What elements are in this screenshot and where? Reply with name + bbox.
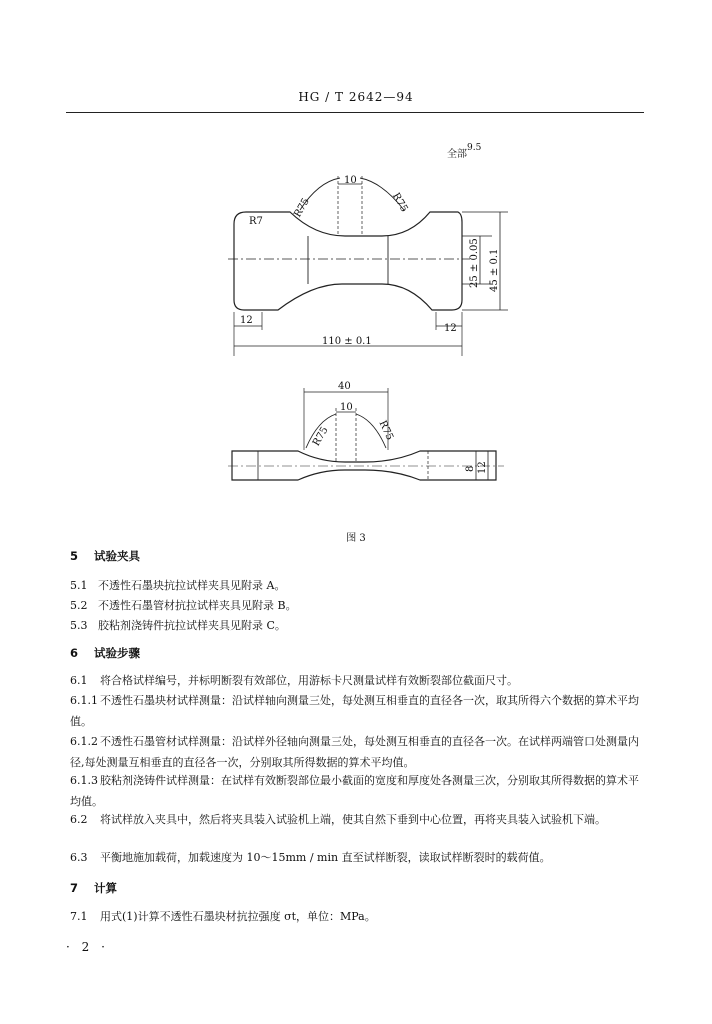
item-5-1-text: 不透性石墨块抗拉试样夹具见附录 A。 (98, 579, 286, 592)
para-7-1 (70, 906, 645, 927)
section-5-number: 5 (70, 549, 79, 563)
item-5-3-text: 胶粘剂浇铸件抗拉试样夹具见附录 C。 (98, 619, 286, 632)
figure-caption: 图 3 (346, 533, 366, 544)
para-6-3-number: 6.3 (70, 851, 88, 864)
top-center-width: 10 (344, 175, 357, 186)
section-6-title (70, 645, 140, 661)
top-left-shoulder: 12 (240, 315, 253, 326)
para-6-1-2 (70, 731, 645, 773)
item-5-1-number: 5.1 (70, 579, 88, 592)
side-left-radius: R75 (311, 425, 331, 449)
top-left-radius: R75 (292, 196, 312, 220)
top-corner-radius: R7 (249, 216, 263, 227)
item-5-3 (70, 617, 286, 633)
top-right-radius: R75 (389, 191, 410, 215)
item-5-2-text: 不透性石墨管材抗拉试样夹具见附录 B。 (98, 599, 297, 612)
para-6-1-2-text: 不透性石墨管材试样测量：沿试样外径轴向测量三处，每处测互相垂直的直径各一次。在试样两端管口处测量内径,每处测量互相垂直的直径各一次，分别取其所得数据的算术平均值。 (70, 735, 639, 769)
para-6-1-1-number: 6.1.1 (70, 694, 98, 707)
side-thin-thickness: 8 (465, 465, 476, 472)
para-6-1-1-text: 不透性石墨块材试样测量：沿试样轴向测量三处，每处测互相垂直的直径各一次，取其所得六个数据的算术平均值。 (70, 694, 639, 728)
para-6-1-3 (70, 770, 645, 812)
side-center-width: 10 (340, 402, 353, 413)
side-outer-width: 40 (338, 381, 351, 392)
top-right-shoulder: 12 (444, 323, 457, 334)
top-neck-height: 25 ± 0.05 (469, 238, 480, 288)
section-7-heading: 计算 (94, 881, 117, 895)
para-6-2-number: 6.2 (70, 813, 88, 826)
para-6-1-3-text: 胶粘剂浇铸件试样测量：在试样有效断裂部位最小截面的宽度和厚度处各测量三次，分别取其所得数据的算术平均值。 (70, 774, 639, 808)
roughness-value: 9.5 (467, 142, 482, 153)
para-6-1-text: 将合格试样编号，并标明断裂有效部位，用游标卡尺测量试样有效断裂部位截面尺寸。 (100, 674, 518, 687)
section-6-heading: 试验步骤 (94, 646, 140, 660)
para-7-1-number: 7.1 (70, 910, 88, 923)
para-6-1-1 (70, 690, 645, 732)
item-5-3-number: 5.3 (70, 619, 88, 632)
top-total-length: 110 ± 0.1 (322, 336, 372, 347)
para-6-3-text: 平衡地施加载荷，加载速度为 10～15mm / min 直至试样断裂，读取试样断裂时的载荷值。 (100, 851, 551, 864)
section-7-title (70, 880, 117, 896)
side-thick-thickness: 12 (477, 461, 488, 474)
top-view-outline (234, 212, 462, 310)
para-6-1-3-number: 6.1.3 (70, 774, 98, 787)
section-5-heading: 试验夹具 (94, 549, 140, 563)
para-6-2 (70, 809, 645, 830)
para-6-3 (70, 847, 645, 868)
roughness-label: 全部 (447, 149, 467, 160)
section-5-title (70, 548, 140, 564)
section-6-number: 6 (70, 646, 79, 660)
page-number: · 2 · (66, 940, 109, 954)
item-5-1 (70, 577, 285, 593)
para-6-1 (70, 670, 645, 691)
side-view-outline (232, 451, 496, 480)
section-7-number: 7 (70, 881, 79, 895)
item-5-2 (70, 597, 297, 613)
standard-code: HG / T 2642—94 (298, 90, 414, 104)
item-5-2-number: 5.2 (70, 599, 88, 612)
para-6-1-number: 6.1 (70, 674, 88, 687)
para-7-1-text: 用式(1)计算不透性石墨块材抗拉强度 σt，单位：MPa。 (100, 910, 376, 923)
top-total-height: 45 ± 0.1 (489, 248, 500, 292)
para-6-2-text: 将试样放入夹具中，然后将夹具装入试验机上端，使其自然下垂到中心位置，再将夹具装入试验机下端。 (100, 813, 606, 826)
para-6-1-2-number: 6.1.2 (70, 735, 98, 748)
side-right-radius: R75 (376, 419, 396, 443)
